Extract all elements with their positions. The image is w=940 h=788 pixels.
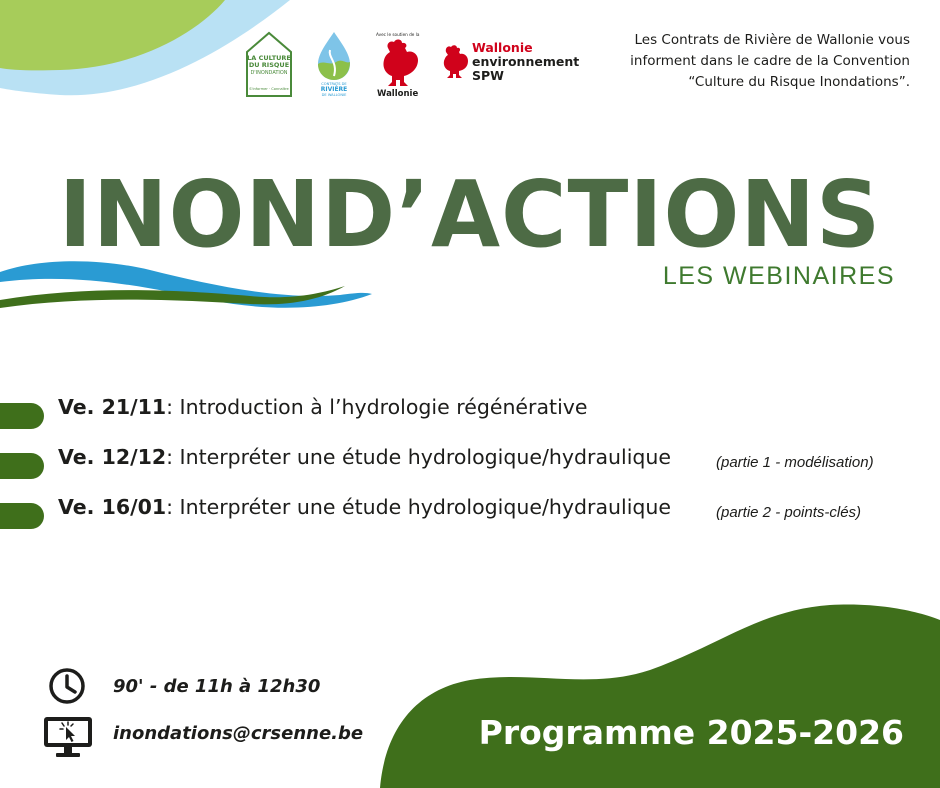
program-label: Programme 2025-2026 [478,713,904,752]
culture-risque-sub: S'informer · Connaître [249,87,289,91]
session-topic: : Interpréter une étude hydrologique/hydraulique [166,495,672,519]
subtitle: LES WEBINAIRES [662,262,895,290]
main-title: INOND’ACTIONS [58,161,882,268]
session-text [58,395,588,419]
clock-icon [48,667,86,705]
session-row [0,395,940,427]
session-topic: : Interpréter une étude hydrologique/hydraulique [166,445,672,469]
contrats-line-1: CONTRATS DE [321,82,347,86]
session-note: (partie 1 - modélisation) [716,454,874,471]
culture-risque-line-3: D'INONDATION [250,70,288,76]
bottom-right-green-wave [380,604,940,788]
session-date: Ve. 16/01 [58,495,167,519]
session-text [58,495,671,519]
session-topic: : Introduction à l’hydrologie régénérative [166,395,588,419]
culture-risque-line-2: DU RISQUE [248,61,290,69]
wallonie-top-text: Avec le soutien de la [376,32,420,37]
duration-text: 90' - de 11h à 12h30 [113,676,321,697]
wallonie-logo [374,30,424,98]
spw-line-3: SPW [472,68,504,83]
partner-logos [240,28,585,100]
session-bullet [0,503,44,529]
intro-text [580,30,910,93]
session-note: (partie 2 - points-clés) [716,504,862,521]
spw-rooster-icon [444,45,468,78]
culture-risque-line-1: LA CULTURE [247,54,291,62]
session-text [58,445,671,469]
session-row [0,495,940,527]
session-date: Ve. 21/11 [58,395,167,419]
intro-line-3: “Culture du Risque Inondations”. [688,74,910,90]
spw-line-1: Wallonie [472,40,533,55]
spw-line-2: environnement [472,54,580,69]
contrats-line-3: DE WALLONIE [321,93,347,97]
computer-click-icon [42,713,94,759]
contrats-riviere-logo [312,30,356,98]
wallonie-bottom-text: Wallonie [377,89,419,98]
spw-logo [440,38,580,88]
culture-risque-logo [244,30,294,98]
session-bullet [0,453,44,479]
session-bullet [0,403,44,429]
intro-line-1: Les Contrats de Rivière de Wallonie vous [634,32,910,48]
email-text: inondations@crsenne.be [113,723,364,744]
rooster-icon [383,39,418,86]
session-row [0,445,940,477]
intro-line-2: informent dans le cadre de la Convention [630,53,910,69]
session-date: Ve. 12/12 [58,445,167,469]
contrats-line-2: RIVIÈRE [320,86,348,93]
